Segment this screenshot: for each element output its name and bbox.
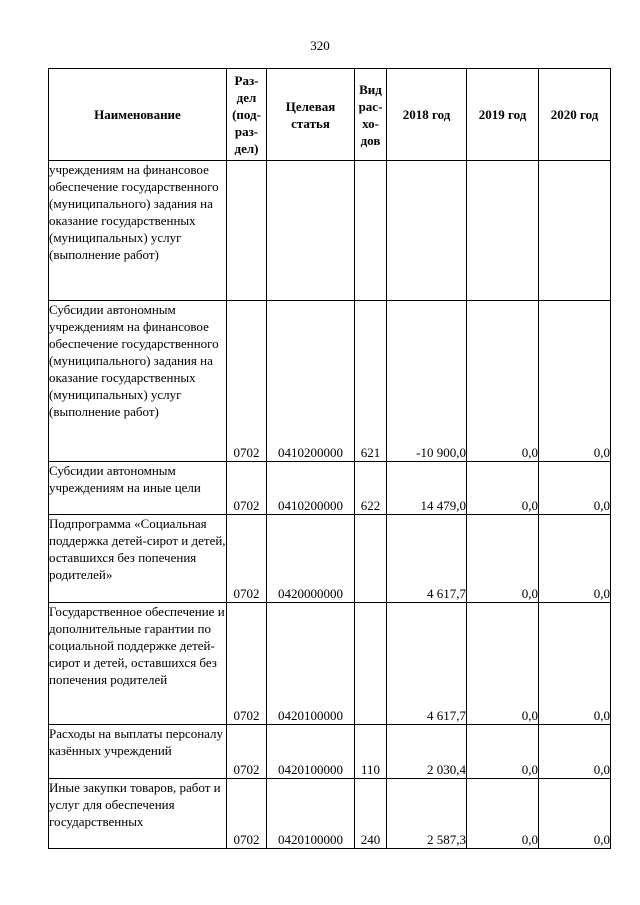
- row-2019: 0,0: [467, 301, 539, 462]
- row-2019: 0,0: [467, 779, 539, 849]
- row-2018: [387, 161, 467, 301]
- row-razdel: 0702: [227, 725, 267, 779]
- row-razdel: 0702: [227, 462, 267, 515]
- table-row: [49, 161, 611, 301]
- row-2019: 0,0: [467, 515, 539, 603]
- header-name: Наименование: [49, 69, 227, 161]
- row-2018: 14 479,0: [387, 462, 467, 515]
- row-name: Иные закупки товаров, работ и услуг для обеспечения государственных: [49, 779, 227, 849]
- row-tselevaya: 0420100000: [267, 725, 355, 779]
- row-name: Подпрограмма «Социальная поддержка детей-сирот и детей, оставшихся без попечения родителей»: [49, 515, 227, 603]
- row-name: учреждениям на финансовое обеспечение государственного (муниципального) задания на оказание государственных (муниципальных) услуг (выполнение работ): [49, 161, 227, 301]
- page-number: 320: [310, 38, 330, 53]
- row-2019: 0,0: [467, 462, 539, 515]
- row-2019: 0,0: [467, 603, 539, 725]
- header-2018: 2018 год: [387, 69, 467, 161]
- header-2020: 2020 год: [539, 69, 611, 161]
- row-2020: 0,0: [539, 725, 611, 779]
- table-row: [49, 603, 611, 725]
- row-2019: 0,0: [467, 725, 539, 779]
- row-2018: 2 030,4: [387, 725, 467, 779]
- table-row: [49, 515, 611, 603]
- row-2020: 0,0: [539, 603, 611, 725]
- row-name: Субсидии автономным учреждениям на финансовое обеспечение государственного (муниципального) задания на оказание государственных (муниципальных) услуг (выполнение работ): [49, 301, 227, 462]
- table-row: [49, 725, 611, 779]
- row-2020: 0,0: [539, 515, 611, 603]
- row-tselevaya: 0410200000: [267, 462, 355, 515]
- row-name: Субсидии автономным учреждениям на иные цели: [49, 462, 227, 515]
- header-row: [49, 69, 611, 161]
- row-razdel: 0702: [227, 515, 267, 603]
- row-razdel: 0702: [227, 779, 267, 849]
- row-vid: [355, 161, 387, 301]
- row-tselevaya: 0420100000: [267, 779, 355, 849]
- row-2020: 0,0: [539, 462, 611, 515]
- row-tselevaya: [267, 161, 355, 301]
- header-2019: 2019 год: [467, 69, 539, 161]
- row-vid: 110: [355, 725, 387, 779]
- header-vid: Вид рас- хо- дов: [355, 69, 387, 161]
- row-2018: 2 587,3: [387, 779, 467, 849]
- header-tselevaya: Целевая статья: [267, 69, 355, 161]
- row-name: Государственное обеспечение и дополнительные гарантии по социальной поддержке детей-сирот и детей, оставшихся без попечения родителей: [49, 603, 227, 725]
- budget-table: [48, 68, 611, 849]
- row-2020: [539, 161, 611, 301]
- row-2018: -10 900,0: [387, 301, 467, 462]
- row-name: Расходы на выплаты персоналу казённых учреждений: [49, 725, 227, 779]
- row-2018: 4 617,7: [387, 603, 467, 725]
- row-2020: 0,0: [539, 301, 611, 462]
- row-razdel: 0702: [227, 301, 267, 462]
- row-2020: 0,0: [539, 779, 611, 849]
- header-razdel: Раз- дел (под- раз- дел): [227, 69, 267, 161]
- row-2019: [467, 161, 539, 301]
- table-row: [49, 462, 611, 515]
- row-vid: 621: [355, 301, 387, 462]
- row-tselevaya: 0410200000: [267, 301, 355, 462]
- row-vid: [355, 603, 387, 725]
- row-razdel: 0702: [227, 603, 267, 725]
- table-row: [49, 779, 611, 849]
- row-razdel: [227, 161, 267, 301]
- row-vid: 622: [355, 462, 387, 515]
- row-tselevaya: 0420100000: [267, 603, 355, 725]
- row-vid: [355, 515, 387, 603]
- table-row: [49, 301, 611, 462]
- row-tselevaya: 0420000000: [267, 515, 355, 603]
- row-2018: 4 617,7: [387, 515, 467, 603]
- row-vid: 240: [355, 779, 387, 849]
